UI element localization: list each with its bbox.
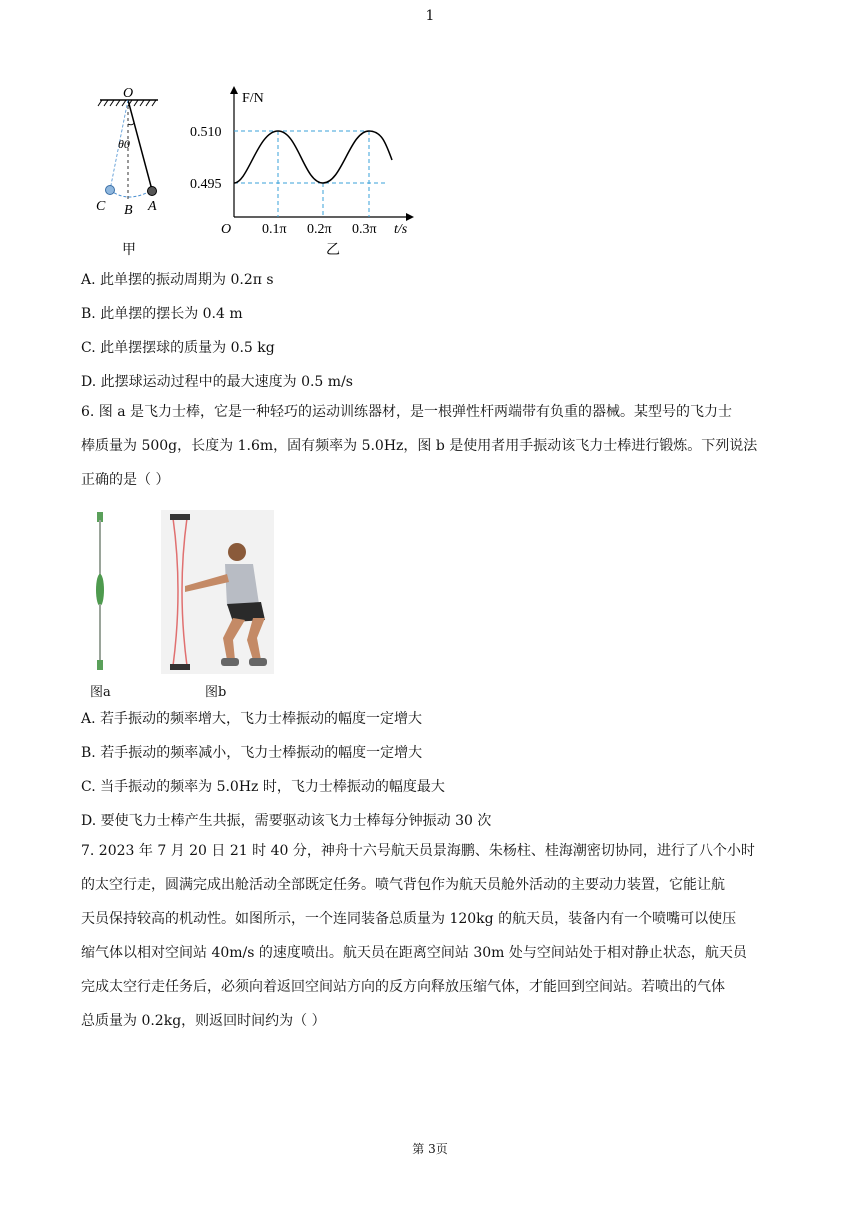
q7-line-4: 缩气体以相对空间站 40m/s 的速度喷出。航天员在距离空间站 30m 处与空间站处于相对静止状态，航天员 xyxy=(81,945,747,961)
pendulum-point-b: B xyxy=(124,203,133,218)
pendulum-point-o: O xyxy=(123,86,134,101)
graph-caption: 乙 xyxy=(326,243,340,258)
pendulum-figure xyxy=(88,82,178,262)
q7-line-5: 完成太空行走任务后，必须向着返回空间站方向的反方向释放压缩气体，才能回到空间站。若喷出的气体 xyxy=(81,979,725,995)
q7-line-3: 天员保持较高的机动性。如图所示，一个连同装备总质量为 120kg 的航天员，装备内有一个喷嘴可以使压 xyxy=(81,911,737,927)
y-tick-0495: 0.495 xyxy=(190,177,222,192)
pendulum-caption: 甲 xyxy=(122,243,136,258)
q6-line-2: 棒质量为 500g，长度为 1.6m，固有频率为 5.0Hz，图 b 是使用者用手振动该飞力士棒进行锻炼。下列说法 xyxy=(81,438,758,454)
figure-b-caption: 图b xyxy=(205,685,227,700)
x-axis-label: t/s xyxy=(394,222,408,237)
q7-line-6: 总质量为 0.2kg，则返回时间约为（ ） xyxy=(81,1013,326,1029)
flexi-bar-image xyxy=(88,510,118,675)
figure-a-caption: 图a xyxy=(90,685,111,700)
q6-option-a: A. 若手振动的频率增大，飞力士棒振动的幅度一定增大 xyxy=(81,711,423,727)
q6-line-3: 正确的是（ ） xyxy=(81,472,170,488)
q5-option-c: C. 此单摆摆球的质量为 0.5 kg xyxy=(81,340,275,356)
q6-line-1: 6. 图 a 是飞力士棒，它是一种轻巧的运动训练器材，是一根弹性杆两端带有负重的器械。某型号的飞力士 xyxy=(81,404,733,420)
page-footer: 第 3页 xyxy=(412,1142,448,1156)
pendulum-point-a: A xyxy=(148,199,157,214)
x-tick-02pi: 0.2π xyxy=(307,222,332,237)
q7-stem xyxy=(81,834,781,1038)
y-tick-0510: 0.510 xyxy=(190,125,222,140)
q6-option-b: B. 若手振动的频率减小，飞力士棒振动的幅度一定增大 xyxy=(81,745,423,761)
pendulum-angle-label: θ0 xyxy=(118,137,130,151)
force-time-graph xyxy=(186,82,426,262)
q7-line-2: 的太空行走，圆满完成出舱活动全部既定任务。喷气背包作为航天员舱外活动的主要动力装置，它能让航 xyxy=(81,877,725,893)
q5-option-d: D. 此摆球运动过程中的最大速度为 0.5 m/s xyxy=(81,374,353,390)
q6-option-c: C. 当手振动的频率为 5.0Hz 时，飞力士棒振动的幅度最大 xyxy=(81,779,445,795)
graph-origin: O xyxy=(221,222,232,237)
page-number: 1 xyxy=(425,8,435,24)
pendulum-point-c: C xyxy=(96,199,106,214)
y-axis-label: F/N xyxy=(242,91,264,106)
x-tick-01pi: 0.1π xyxy=(262,222,287,237)
q5-option-a: A. 此单摆的振动周期为 0.2π s xyxy=(81,272,274,288)
flexi-bar-exercise-image xyxy=(161,510,274,674)
q7-line-1: 7. 2023 年 7 月 20 日 21 时 40 分，神舟十六号航天员景海鹏、朱杨柱、桂海潮密切协同，进行了八个小时 xyxy=(81,843,755,859)
q5-option-b: B. 此单摆的摆长为 0.4 m xyxy=(81,306,243,322)
x-tick-03pi: 0.3π xyxy=(352,222,377,237)
q6-stem xyxy=(81,395,781,497)
q6-option-d: D. 要使飞力士棒产生共振，需要驱动该飞力士棒每分钟振动 30 次 xyxy=(81,813,492,829)
